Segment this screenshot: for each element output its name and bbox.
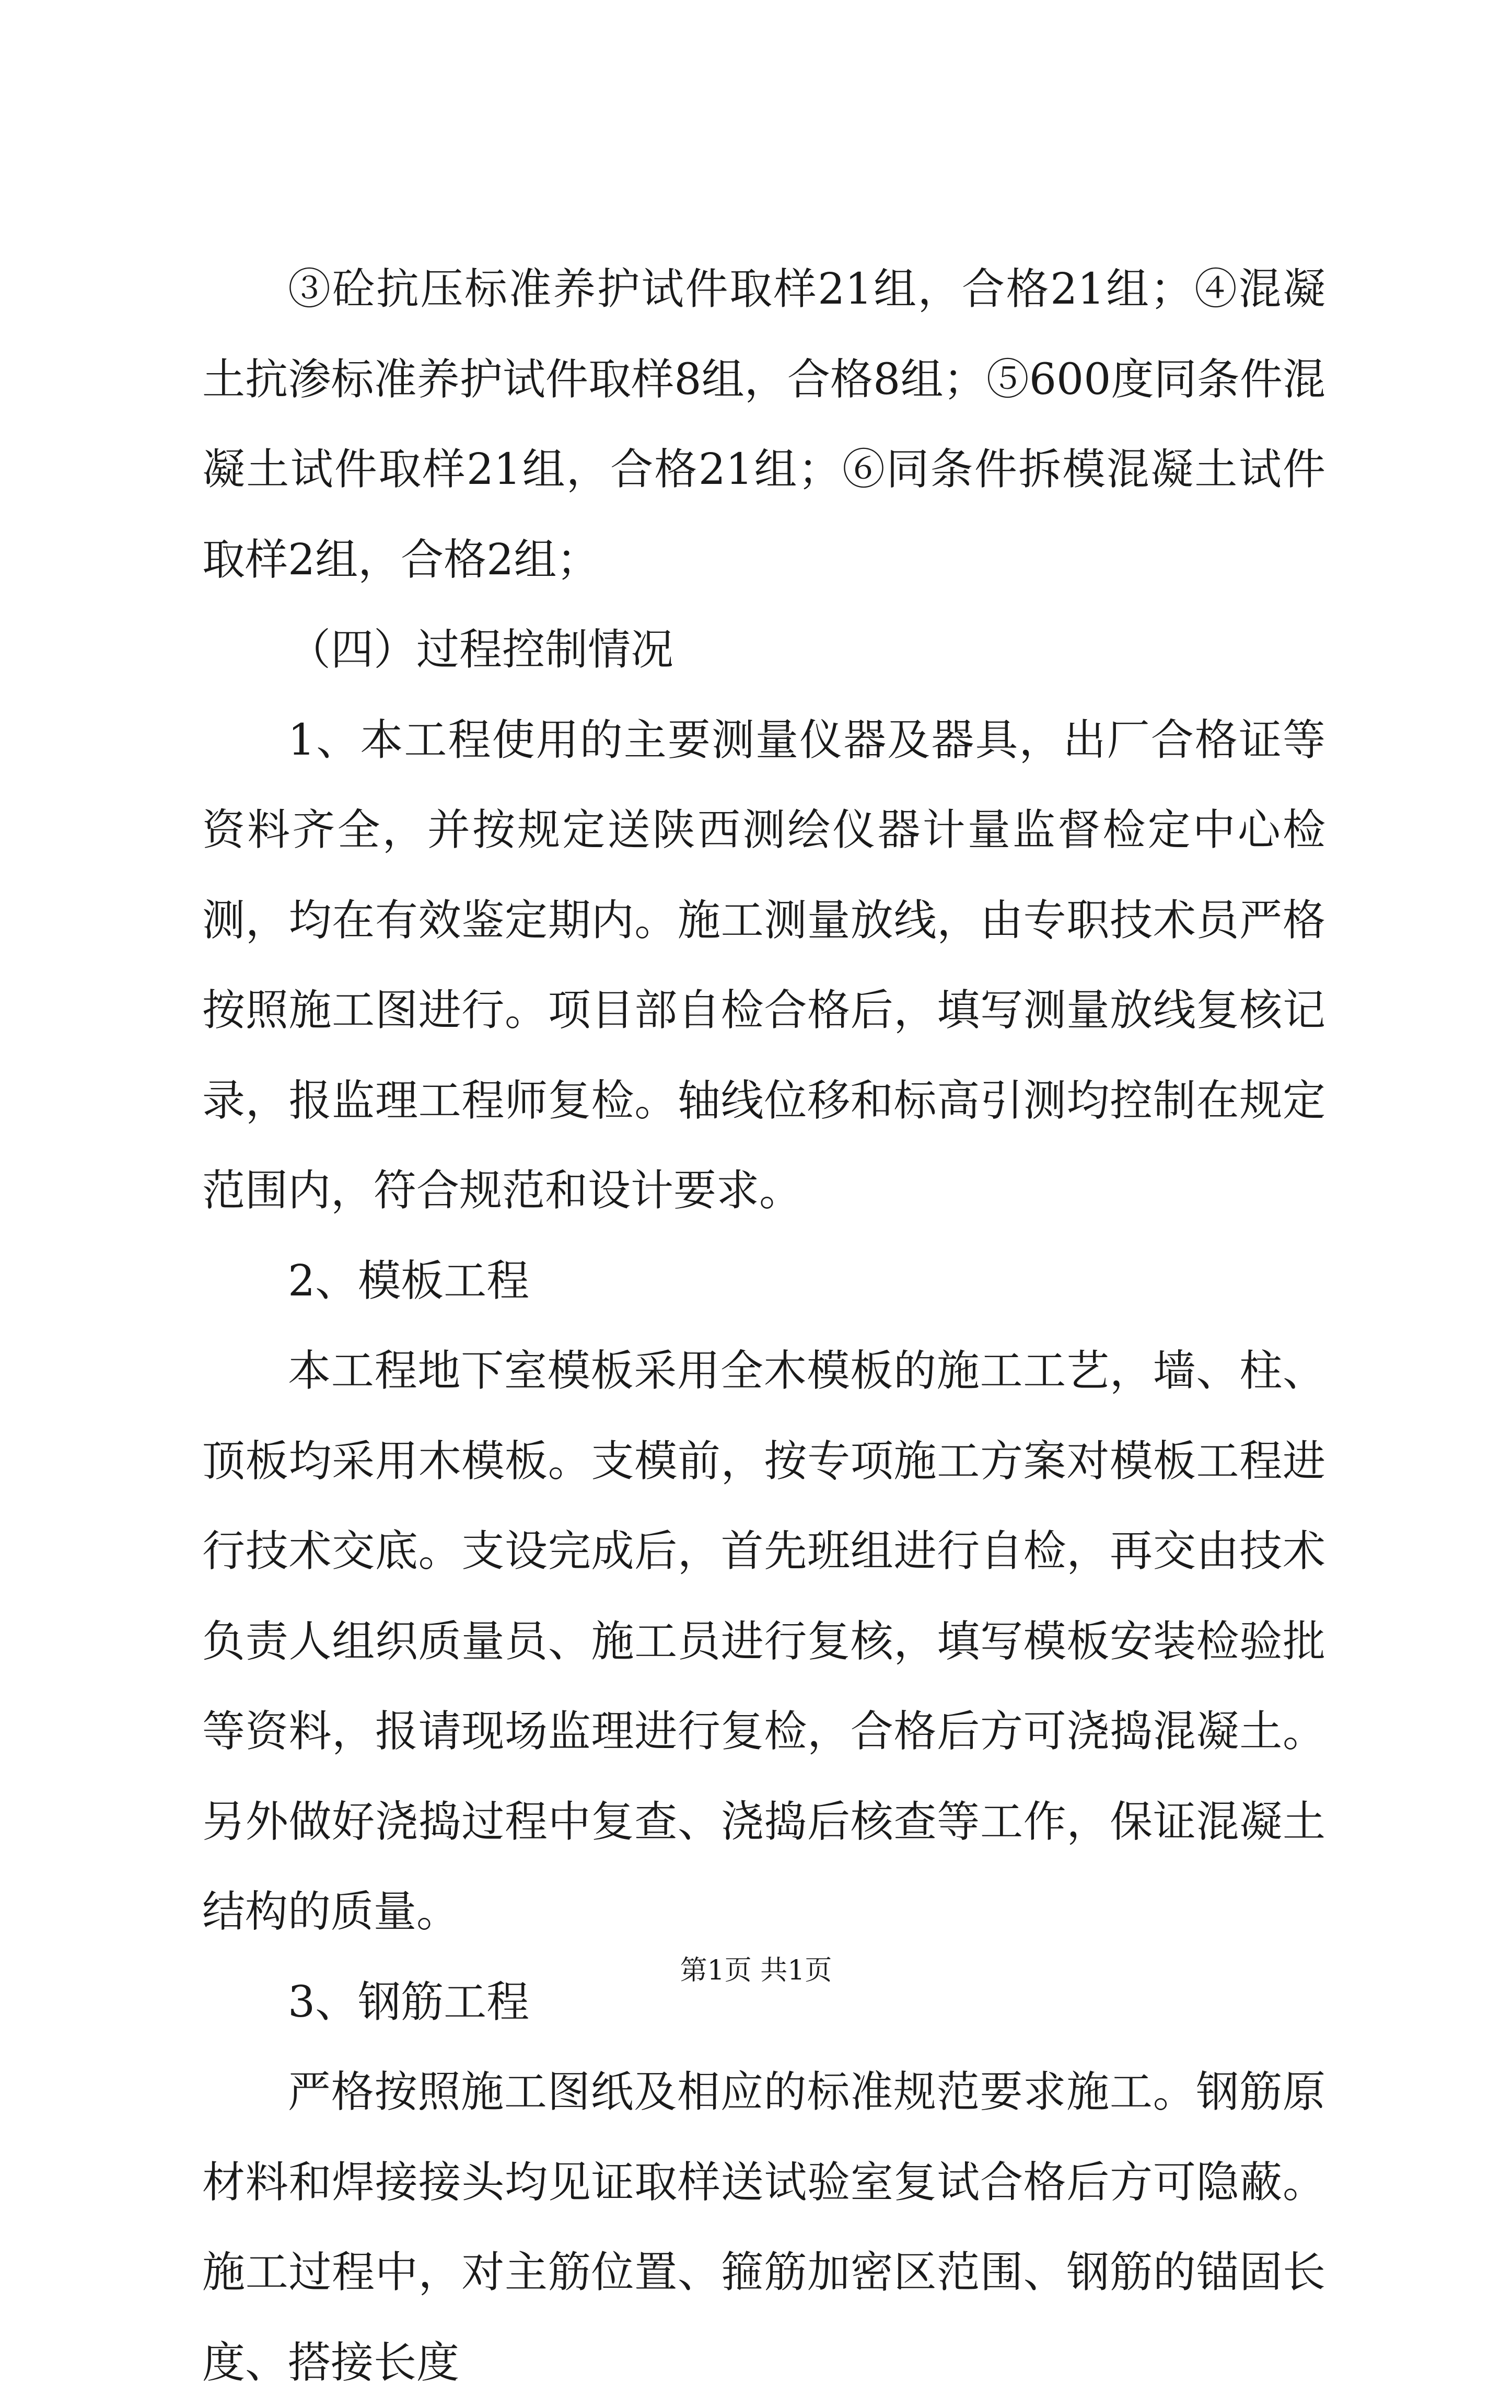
section-heading-process-control: （四）过程控制情况	[288, 625, 674, 675]
section-heading-formwork: 2、模板工程	[288, 1256, 530, 1306]
page-number-footer: 第1页 共1页	[680, 1955, 832, 1986]
paragraph-formwork: 本工程地下室模板采用全木模板的施工工艺，墙、柱、顶板均采用木模板。支模前，按专项施工方案对模板工程进行技术交底。支设完成后，首先班组进行自检，再交由技术负责人组织质量员、施工员进行复核，填写模板安装检验批等资料，报请现场监理进行复检，合格后方可浇捣混凝土。另外做好浇捣过程中复查、浇捣后核查等工作，保证混凝土结构的质量。	[202, 1346, 1325, 1937]
paragraph-rebar: 严格按照施工图纸及相应的标准规范要求施工。钢筋原材料和焊接接头均见证取样送试验室复试合格后方可隐蔽。施工过程中，对主筋位置、箍筋加密区范围、钢筋的锚固长度、搭接长度	[202, 2067, 1325, 2388]
section-heading-rebar: 3、钢筋工程	[288, 1977, 530, 2027]
paragraph-test-samples: ③砼抗压标准养护试件取样21组，合格21组；④混凝土抗渗标准养护试件取样8组，合格8组；⑤600度同条件混凝土试件取样21组，合格21组；⑥同条件拆模混凝土试件取样2组，合格2组；	[202, 264, 1325, 585]
document-body	[202, 245, 1325, 2408]
paragraph-survey-instruments: 1、本工程使用的主要测量仪器及器具，出厂合格证等资料齐全，并按规定送陕西测绘仪器计量监督检定中心检测，均在有效鉴定期内。施工测量放线，由专职技术员严格按照施工图进行。项目部自检合格后，填写测量放线复核记录，报监理工程师复检。轴线位移和标高引测均控制在规定范围内，符合规范和设计要求。	[202, 715, 1325, 1215]
